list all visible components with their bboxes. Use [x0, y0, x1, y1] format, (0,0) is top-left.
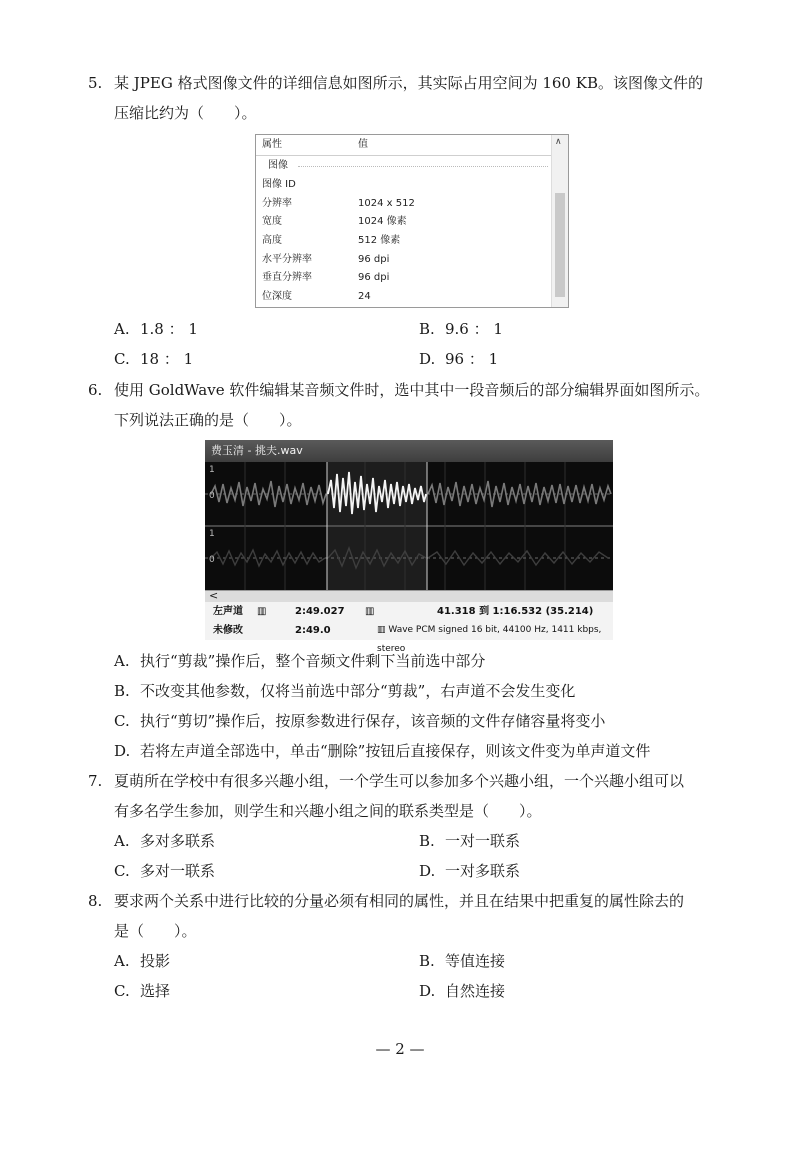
- property-name: 垂直分辨率: [262, 272, 312, 284]
- question-5-options: [88, 314, 748, 374]
- option-label: B.: [419, 832, 435, 850]
- header-value: 值: [358, 139, 368, 150]
- option-text: 自然连接: [445, 982, 506, 1000]
- option-d: [419, 344, 724, 374]
- waveform-display[interactable]: [205, 462, 613, 590]
- audio-format: ▥ Wave PCM signed 16 bit, 44100 Hz, 1411 kbps, stereo: [377, 625, 602, 654]
- property-name: 高度: [262, 235, 282, 247]
- modified-state: 未修改: [213, 625, 243, 636]
- status-row-2: [205, 621, 613, 654]
- question-6-options: [88, 646, 748, 766]
- question-number: 7.: [88, 772, 103, 790]
- question-7: [88, 766, 748, 886]
- property-row: [256, 232, 568, 251]
- property-name: 宽度: [262, 216, 282, 228]
- question-text: 使用 GoldWave 软件编辑某音频文件时，选中其中一段音频后的部分编辑界面如图所示。: [114, 381, 710, 399]
- option-text: 1.8 ： 1: [140, 320, 198, 338]
- option-c: [114, 344, 419, 374]
- property-row: [256, 213, 568, 232]
- chevron-up-icon[interactable]: ∧: [555, 137, 562, 147]
- property-value: 24: [358, 291, 371, 303]
- question-number: 6.: [88, 381, 103, 399]
- option-text: 9.6 ： 1: [445, 320, 503, 338]
- image-properties-panel: [255, 134, 569, 308]
- question-text-cont: 是（ ）。: [114, 922, 197, 940]
- property-name: 分辨率: [262, 197, 292, 209]
- option-label: C.: [114, 982, 130, 1000]
- option-a: [114, 946, 419, 976]
- goldwave-window: [205, 440, 613, 654]
- option-text: 18 ： 1: [140, 350, 194, 368]
- group-divider: [298, 166, 548, 167]
- marker-icon: ▥: [365, 606, 375, 617]
- question-text: 要求两个关系中进行比较的分量必须有相同的属性，并且在结果中把重复的属性除去的: [114, 892, 685, 910]
- option-a: [114, 826, 419, 856]
- option-text: 96 ： 1: [445, 350, 499, 368]
- question-6-stem: [88, 375, 748, 405]
- axis-label: 0: [209, 491, 215, 501]
- option-text: 等值连接: [445, 952, 506, 970]
- header-property: 属性: [262, 139, 282, 150]
- property-row: [256, 251, 568, 270]
- property-value: 1024 x 512: [358, 197, 415, 209]
- scrollbar-thumb[interactable]: [555, 193, 565, 297]
- option-a: [114, 314, 419, 344]
- question-8: [88, 886, 748, 1006]
- window-title: 费玉清 - 挑夫.wav: [205, 440, 613, 462]
- properties-group: [256, 156, 568, 176]
- option-b: [419, 826, 724, 856]
- option-a: [114, 646, 748, 676]
- status-bar: [205, 602, 613, 654]
- properties-scrollbar[interactable]: [551, 135, 568, 307]
- question-8-stem: [88, 886, 748, 916]
- option-label: D.: [419, 350, 436, 368]
- option-b: [114, 676, 748, 706]
- question-number: 5.: [88, 74, 103, 92]
- property-row: [256, 269, 568, 288]
- option-label: A.: [114, 832, 130, 850]
- option-label: D.: [114, 742, 131, 760]
- option-label: D.: [419, 862, 436, 880]
- option-d: [114, 736, 748, 766]
- question-text-cont: 有多名学生参加，则学生和兴趣小组之间的联系类型是（ ）。: [114, 802, 542, 820]
- option-b: [419, 946, 724, 976]
- option-label: C.: [114, 862, 130, 880]
- option-text: 执行“剪切”操作后，按原参数进行保存，该音频的文件存储容量将变小: [140, 712, 606, 730]
- option-label: C.: [114, 712, 130, 730]
- option-label: B.: [419, 320, 435, 338]
- question-text-cont: 压缩比约为（ ）。: [114, 104, 257, 122]
- option-c: [114, 976, 419, 1006]
- property-name: 图像 ID: [262, 179, 296, 190]
- option-text: 多对多联系: [140, 832, 216, 850]
- duration-short: 2:49.0: [295, 625, 331, 636]
- option-d: [419, 856, 724, 886]
- option-label: A.: [114, 320, 130, 338]
- option-label: B.: [419, 952, 435, 970]
- option-c: [114, 706, 748, 736]
- property-row: [256, 195, 568, 214]
- option-label: C.: [114, 350, 130, 368]
- option-text: 一对多联系: [445, 862, 521, 880]
- property-value: 1024 像素: [358, 216, 407, 228]
- total-duration: 2:49.027: [295, 606, 345, 617]
- page-number: — 2 —: [375, 1040, 425, 1058]
- property-value: 512 像素: [358, 235, 401, 247]
- property-name: 位深度: [262, 291, 292, 303]
- chevron-left-icon[interactable]: <: [209, 589, 219, 602]
- axis-label: 1: [209, 529, 215, 539]
- option-text: 选择: [140, 982, 171, 1000]
- option-text: 投影: [140, 952, 171, 970]
- question-number: 8.: [88, 892, 103, 910]
- axis-label: 0: [209, 555, 215, 565]
- selection-range: 41.318 到 1:16.532 (35.214): [437, 606, 594, 617]
- property-value: 96 dpi: [358, 272, 390, 284]
- option-label: D.: [419, 982, 436, 1000]
- property-row: [256, 288, 568, 307]
- question-text: 某 JPEG 格式图像文件的详细信息如图所示，其实际占用空间为 160 KB。该图像文件的: [114, 74, 703, 92]
- group-label: 图像: [268, 160, 288, 171]
- question-6: [88, 375, 748, 435]
- option-text: 不改变其他参数，仅将当前选中部分“剪裁”，右声道不会发生变化: [140, 682, 576, 700]
- question-5: [88, 68, 748, 128]
- question-7-stem: [88, 766, 748, 796]
- question-text: 夏萌所在学校中有很多兴趣小组，一个学生可以参加多个兴趣小组，一个兴趣小组可以: [114, 772, 685, 790]
- option-text: 多对一联系: [140, 862, 216, 880]
- option-text: 若将左声道全部选中，单击“删除”按钮后直接保存，则该文件变为单声道文件: [140, 742, 651, 760]
- option-text: 执行“剪裁”操作后，整个音频文件剩下当前选中部分: [140, 652, 486, 670]
- option-text: 一对一联系: [445, 832, 521, 850]
- option-c: [114, 856, 419, 886]
- question-5-stem: [88, 68, 748, 98]
- channel-label: 左声道: [213, 606, 243, 617]
- option-label: A.: [114, 952, 130, 970]
- status-row-1: [205, 602, 613, 621]
- option-b: [419, 314, 724, 344]
- properties-header: [256, 135, 568, 156]
- option-d: [419, 976, 724, 1006]
- question-text-cont: 下列说法正确的是（ ）。: [114, 411, 302, 429]
- property-name: 水平分辨率: [262, 253, 312, 265]
- axis-label: 1: [209, 465, 215, 475]
- option-label: B.: [114, 682, 130, 700]
- option-label: A.: [114, 652, 130, 670]
- property-value: 96 dpi: [358, 253, 390, 265]
- marker-icon: ▥: [257, 606, 267, 617]
- property-row: [256, 176, 568, 195]
